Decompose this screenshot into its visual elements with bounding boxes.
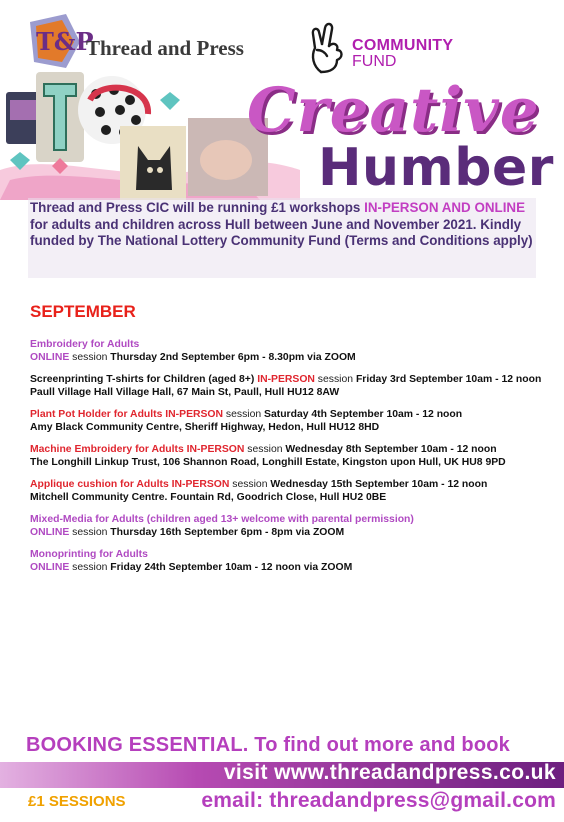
event-when: Wednesday 15th September 10am - 12 noon	[270, 479, 488, 490]
event-mode: ONLINE	[30, 527, 70, 538]
event-venue: Mitchell Community Centre. Fountain Rd, Goodrich Close, Hull HU2 0BE	[30, 492, 387, 503]
event-venue: Amy Black Community Centre, Sheriff Highway, Hedon, Hull HU12 8HD	[30, 422, 380, 433]
event-item	[30, 408, 550, 434]
event-mode: IN-PERSON	[186, 444, 245, 455]
logo-letters: T&P	[36, 27, 94, 56]
event-title: Screenprinting T-shirts for Children (aged 8+)	[30, 374, 258, 385]
event-when: Saturday 4th September 10am - 12 noon	[264, 409, 463, 420]
event-mode: IN-PERSON	[257, 374, 315, 385]
event-mode: IN-PERSON	[165, 409, 224, 420]
event-title: Monoprinting for Adults	[30, 549, 148, 560]
event-when: Thursday 2nd September 6pm - 8.30pm via ZOOM	[110, 352, 356, 363]
event-venue: Paull Village Hall Village Hall, 67 Main St, Paull, Hull HU12 8AW	[30, 387, 340, 398]
event-mode-word: session	[69, 527, 111, 538]
event-title: Machine Embroidery for Adults	[30, 444, 187, 455]
title-humber: Humber	[318, 138, 554, 198]
booking-notice: BOOKING ESSENTIAL. To find out more and book	[26, 734, 510, 756]
intro-part2: for adults and children across Hull between June and November 2021. Kindly funded by The National Lottery Community Fund (Terms and Conditions apply)	[30, 216, 533, 248]
intro-paragraph	[30, 200, 540, 250]
event-mode-word: session	[229, 479, 271, 490]
event-mode: ONLINE	[30, 562, 70, 573]
event-mode: ONLINE	[30, 352, 70, 363]
event-when: Wednesday 8th September 10am - 12 noon	[285, 444, 497, 455]
event-when: Friday 24th September 10am - 12 noon via ZOOM	[110, 562, 353, 573]
event-mode-word: session	[223, 409, 265, 420]
brand-name: Thread and Press	[86, 36, 244, 60]
event-item	[30, 373, 550, 399]
event-title: Applique cushion for Adults	[30, 479, 172, 490]
event-item	[30, 513, 550, 539]
crossed-fingers-icon	[303, 20, 351, 74]
thread-and-press-logo	[26, 12, 94, 70]
event-item	[30, 443, 550, 469]
event-title: Mixed-Media for Adults (children aged 13+ welcome with parental permission)	[30, 514, 414, 525]
website-link[interactable]: visit www.threadandpress.co.uk	[223, 761, 556, 784]
title-creative: Creative	[247, 75, 540, 146]
event-item	[30, 338, 550, 364]
event-item	[30, 478, 550, 504]
event-when: Friday 3rd September 10am - 12 noon	[355, 374, 542, 385]
intro-part1: Thread and Press CIC will be running £1 workshops	[30, 200, 365, 215]
event-list	[30, 338, 550, 583]
event-mode: IN-PERSON	[171, 479, 230, 490]
intro-highlight: IN-PERSON AND ONLINE	[364, 200, 526, 215]
event-title: Plant Pot Holder for Adults	[30, 409, 166, 420]
event-item	[30, 548, 550, 574]
event-title: Embroidery for Adults	[30, 339, 140, 350]
event-mode-word: session	[244, 444, 286, 455]
funder-line2: FUND	[352, 53, 397, 70]
event-mode-word: session	[314, 374, 356, 385]
event-mode-word: session	[69, 352, 111, 363]
price-label: £1 SESSIONS	[28, 793, 126, 810]
event-venue: The Longhill Linkup Trust, 106 Shannon Road, Longhill Estate, Kingston upon Hull, UK HU8 9PD	[30, 457, 506, 468]
event-mode-word: session	[69, 562, 111, 573]
month-heading: SEPTEMBER	[30, 302, 136, 321]
event-when: Thursday 16th September 6pm - 8pm via ZOOM	[110, 527, 345, 538]
funder-line1: COMMUNITY	[352, 37, 454, 54]
email-link[interactable]: email: threadandpress@gmail.com	[201, 789, 556, 812]
community-fund-logo	[352, 38, 453, 70]
